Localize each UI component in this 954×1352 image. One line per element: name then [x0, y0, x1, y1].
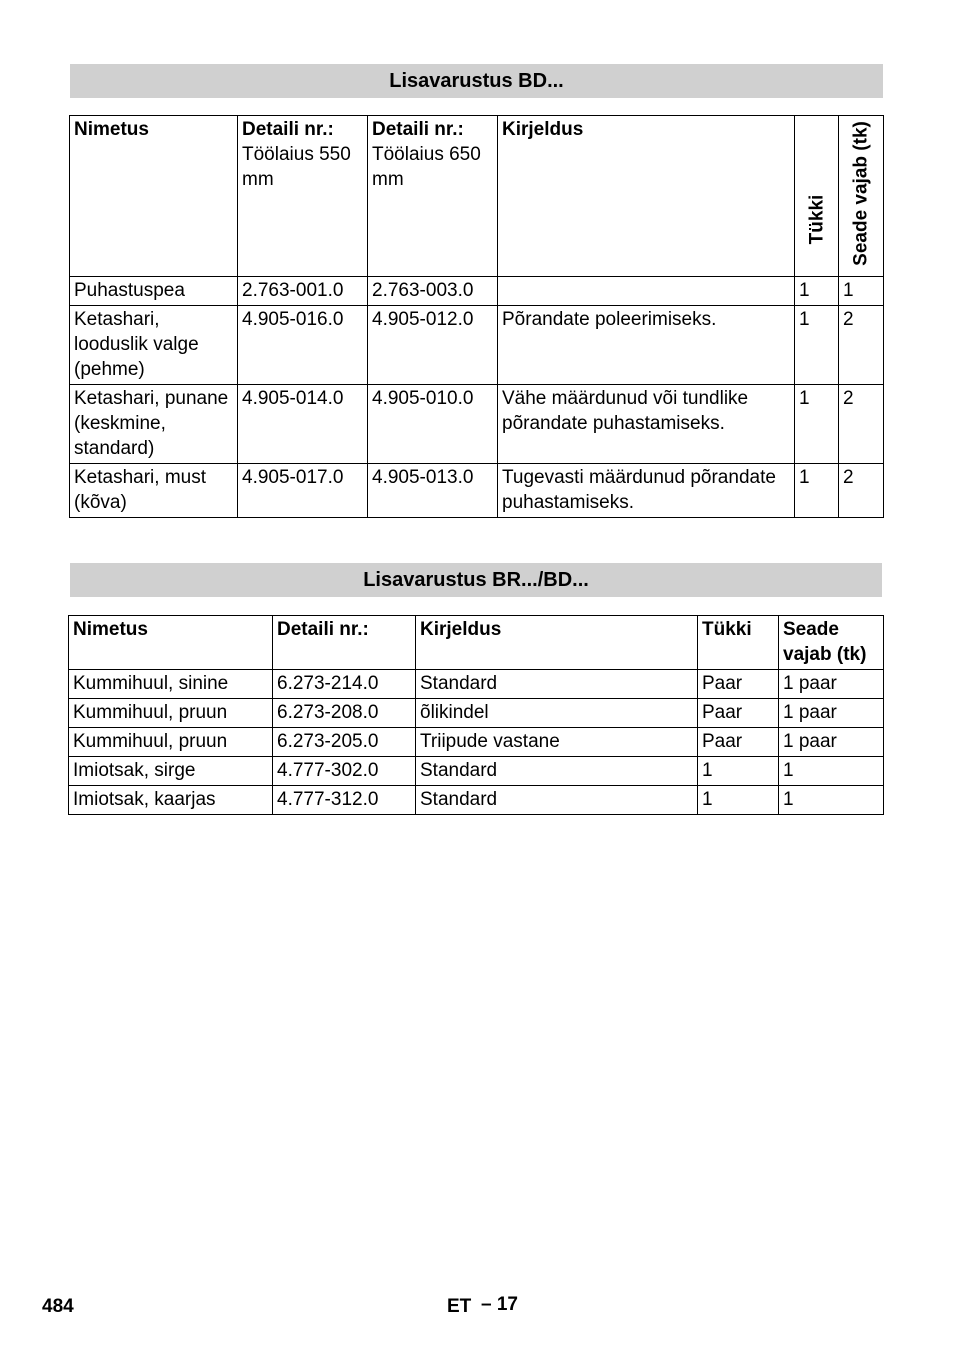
- cell-description: Standard: [416, 670, 698, 699]
- cell-pieces: 1: [795, 306, 839, 385]
- cell-pieces: 1: [795, 464, 839, 518]
- table-row: [70, 277, 884, 306]
- cell-device-needs: 2: [839, 385, 884, 464]
- language-code: ET: [447, 1296, 472, 1317]
- cell-part-550: 2.763-001.0: [238, 277, 368, 306]
- cell-description: [498, 277, 795, 306]
- cell-description: Põrandate poleerimiseks.: [498, 306, 795, 385]
- cell-description: Triipude vastane: [416, 728, 698, 757]
- header-part-650-sub: Töölaius 650 mm: [372, 144, 481, 190]
- cell-description: Tugevasti määrdunud põrandate puhastamiseks.: [498, 464, 795, 518]
- cell-part-550: 4.905-016.0: [238, 306, 368, 385]
- cell-pieces: 1: [795, 385, 839, 464]
- table-row: [70, 306, 884, 385]
- cell-part: 6.273-205.0: [273, 728, 416, 757]
- cell-name: Imiotsak, kaarjas: [69, 786, 273, 815]
- cell-part-650: 4.905-010.0: [368, 385, 498, 464]
- header-description: Kirjeldus: [416, 616, 698, 670]
- cell-device-needs: 1: [779, 786, 884, 815]
- page-number: 484: [42, 1296, 74, 1317]
- table-row: [69, 699, 884, 728]
- cell-description: Standard: [416, 786, 698, 815]
- section-page-number: – 17: [481, 1294, 518, 1315]
- accessories-table-br-bd: [68, 615, 884, 815]
- cell-part-550: 4.905-017.0: [238, 464, 368, 518]
- section-title-bd: Lisavarustus BD...: [70, 64, 883, 98]
- section-title-br-bd: Lisavarustus BR.../BD...: [70, 563, 882, 597]
- cell-device-needs: 1 paar: [779, 670, 884, 699]
- cell-name: Ketashari, must (kõva): [70, 464, 238, 518]
- cell-part: 4.777-312.0: [273, 786, 416, 815]
- table-header-row: [70, 116, 884, 277]
- header-part: Detaili nr.:: [273, 616, 416, 670]
- table-row: [69, 786, 884, 815]
- cell-device-needs: 1: [839, 277, 884, 306]
- cell-pieces: Paar: [698, 728, 779, 757]
- cell-pieces: 1: [795, 277, 839, 306]
- cell-device-needs: 1 paar: [779, 728, 884, 757]
- header-part-650-title: Detaili nr.:: [372, 119, 464, 140]
- table-header-row: [69, 616, 884, 670]
- cell-part: 6.273-214.0: [273, 670, 416, 699]
- header-device-needs: Seade vajab (tk): [779, 616, 884, 670]
- cell-name: Ketashari, punane (keskmine, standard): [70, 385, 238, 464]
- cell-pieces: Paar: [698, 699, 779, 728]
- cell-pieces: 1: [698, 786, 779, 815]
- cell-pieces: Paar: [698, 670, 779, 699]
- cell-device-needs: 1 paar: [779, 699, 884, 728]
- cell-name: Kummihuul, pruun: [69, 699, 273, 728]
- cell-name: Puhastuspea: [70, 277, 238, 306]
- cell-description: Vähe määrdunud või tundlike põrandate puhastamiseks.: [498, 385, 795, 464]
- header-name: Nimetus: [69, 616, 273, 670]
- header-device-needs: [839, 116, 884, 277]
- header-part-650: [368, 116, 498, 277]
- cell-description: õlikindel: [416, 699, 698, 728]
- header-pieces: [795, 116, 839, 277]
- table-row: [70, 385, 884, 464]
- cell-part-650: 4.905-013.0: [368, 464, 498, 518]
- cell-part: 6.273-208.0: [273, 699, 416, 728]
- header-pieces-label: Tükki: [806, 194, 827, 245]
- cell-name: Kummihuul, pruun: [69, 728, 273, 757]
- cell-part-650: 2.763-003.0: [368, 277, 498, 306]
- table-row: [69, 757, 884, 786]
- cell-description: Standard: [416, 757, 698, 786]
- cell-part-550: 4.905-014.0: [238, 385, 368, 464]
- cell-name: Imiotsak, sirge: [69, 757, 273, 786]
- header-description: Kirjeldus: [498, 116, 795, 277]
- table-row: [69, 728, 884, 757]
- cell-device-needs: 1: [779, 757, 884, 786]
- cell-part: 4.777-302.0: [273, 757, 416, 786]
- cell-part-650: 4.905-012.0: [368, 306, 498, 385]
- header-part-550-title: Detaili nr.:: [242, 119, 334, 140]
- header-device-needs-label: Seade vajab (tk): [850, 121, 872, 266]
- accessories-table-bd: [69, 115, 884, 518]
- cell-device-needs: 2: [839, 464, 884, 518]
- table-row: [70, 464, 884, 518]
- header-part-550-sub: Töölaius 550 mm: [242, 144, 351, 190]
- table-row: [69, 670, 884, 699]
- cell-device-needs: 2: [839, 306, 884, 385]
- header-part-550: [238, 116, 368, 277]
- header-name: Nimetus: [70, 116, 238, 277]
- cell-name: Ketashari, looduslik valge (pehme): [70, 306, 238, 385]
- cell-pieces: 1: [698, 757, 779, 786]
- cell-name: Kummihuul, sinine: [69, 670, 273, 699]
- header-pieces: Tükki: [698, 616, 779, 670]
